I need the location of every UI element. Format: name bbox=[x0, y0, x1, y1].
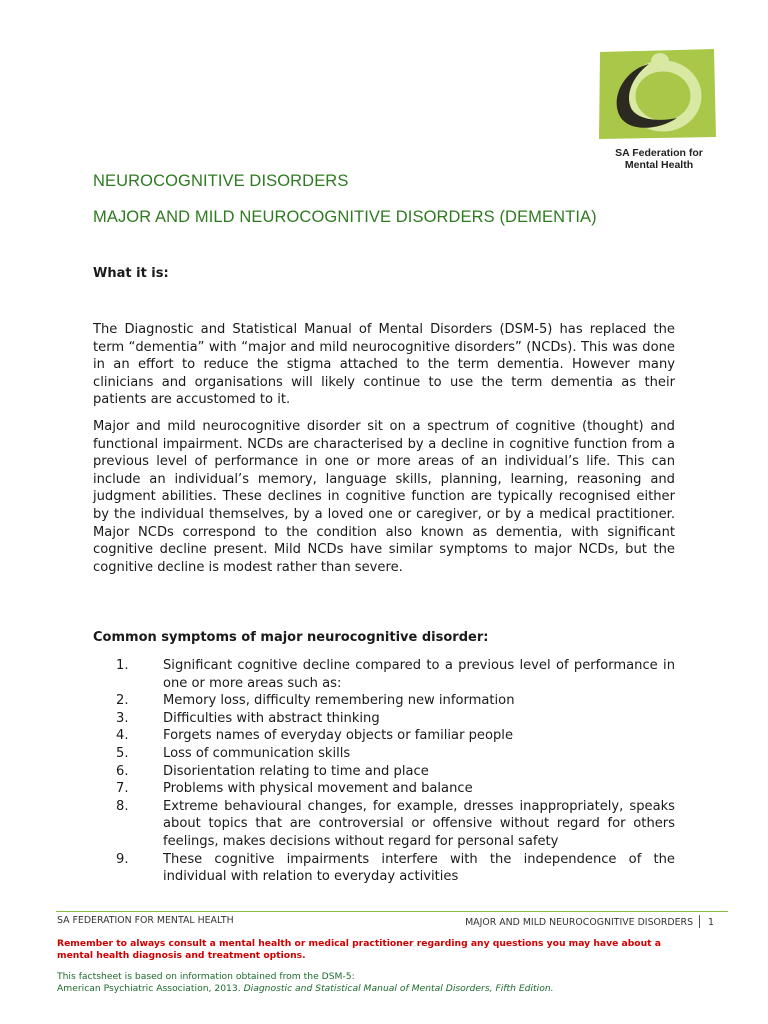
symptoms-list bbox=[93, 657, 675, 886]
footer-running-title bbox=[465, 915, 714, 928]
list-number: 6. bbox=[116, 763, 129, 779]
list-item bbox=[93, 745, 675, 763]
list-number: 4. bbox=[116, 728, 129, 744]
list-number: 5. bbox=[116, 745, 129, 761]
list-text: Difficulties with abstract thinking bbox=[163, 710, 380, 726]
source-title: Diagnostic and Statistical Manual of Mental Disorders, Fifth Edition. bbox=[243, 982, 554, 994]
list-text: Problems with physical movement and balance bbox=[163, 781, 473, 797]
list-text: Significant cognitive decline compared to a previous level of performance in one or more areas such as: bbox=[163, 658, 675, 691]
list-number: 8. bbox=[116, 798, 129, 814]
list-number: 1. bbox=[116, 658, 129, 673]
list-item bbox=[93, 763, 675, 781]
logo-dot bbox=[651, 53, 669, 69]
list-item bbox=[93, 798, 675, 851]
list-text: Memory loss, difficulty remembering new information bbox=[163, 693, 515, 709]
section-heading-what-it-is: What it is: bbox=[93, 266, 169, 281]
footer-divider bbox=[56, 911, 728, 912]
page-title: NEUROCOGNITIVE DISORDERS bbox=[93, 172, 349, 190]
list-item bbox=[93, 851, 675, 886]
footer-organisation: SA FEDERATION FOR MENTAL HEALTH bbox=[57, 915, 234, 926]
list-number: 9. bbox=[116, 851, 129, 867]
list-number: 3. bbox=[116, 710, 129, 726]
section-heading-symptoms: Common symptoms of major neurocognitive disorder: bbox=[93, 630, 489, 645]
logo-caption-line2: Mental Health bbox=[624, 159, 694, 171]
source-line2 bbox=[57, 983, 717, 995]
list-number: 2. bbox=[116, 693, 129, 709]
list-text: Forgets names of everyday objects or familiar people bbox=[163, 728, 513, 744]
paragraph-intro: The Diagnostic and Statistical Manual of Mental Disorders (DSM-5) has replaced the term “dementia” with “major and mild neurocognitive disorders” (NCDs). This was done in an effort to reduce the stigma attached to the term dementia. However many clinicians and organisations will likely continue to use the term dementia as their patients are accustomed to it. bbox=[93, 322, 675, 408]
source-line1: This factsheet is based on information obtained from the DSM-5: bbox=[57, 971, 355, 982]
logo-caption bbox=[597, 147, 721, 171]
list-text: Loss of communication skills bbox=[163, 745, 351, 761]
list-number: 7. bbox=[116, 781, 129, 797]
footer-separator bbox=[699, 915, 700, 928]
source-prefix: American Psychiatric Association, 2013. bbox=[57, 982, 244, 994]
list-item bbox=[93, 780, 675, 798]
list-text: Disorientation relating to time and place bbox=[163, 763, 429, 779]
list-item bbox=[93, 657, 675, 692]
list-item bbox=[93, 710, 675, 728]
page-number: 1 bbox=[708, 917, 714, 928]
logo-caption-line1: SA Federation for bbox=[615, 147, 703, 159]
list-item bbox=[93, 692, 675, 710]
list-text: Extreme behavioural changes, for example, dresses inappropriately, speaks about topics that are controversial or offensive without regard for others feelings, makes decisions without regard for personal safety bbox=[163, 798, 675, 849]
page-subtitle: MAJOR AND MILD NEUROCOGNITIVE DISORDERS (DEMENTIA) bbox=[93, 208, 597, 226]
paragraph-description: Major and mild neurocognitive disorder sit on a spectrum of cognitive (thought) and functional impairment. NCDs are characterised by a decline in cognitive function from a previous level of performance in one or more areas of an individual’s life. This can include an individual’s memory, language skills, planning, learning, reasoning and judgment abilities. These declines in cognitive function are typically recognised either by the individual themselves, by a loved one or caregiver, or by a medical practitioner. Major NCDs correspond to the condition also known as dementia, with significant cognitive decline present. Mild NCDs have similar symptoms to major NCDs, but the cognitive decline is modest rather than severe. bbox=[93, 419, 675, 575]
footer-document-title: MAJOR AND MILD NEUROCOGNITIVE DISORDERS bbox=[465, 917, 694, 928]
disclaimer-warning: Remember to always consult a mental health or medical practitioner regarding any questions you may have about a mental health diagnosis and treatment options. bbox=[57, 938, 661, 961]
source-citation bbox=[57, 971, 717, 994]
list-item bbox=[93, 727, 675, 745]
list-text: These cognitive impairments interfere with the independence of the individual with relation to everyday activities bbox=[163, 851, 675, 885]
sa-federation-logo bbox=[597, 48, 717, 140]
